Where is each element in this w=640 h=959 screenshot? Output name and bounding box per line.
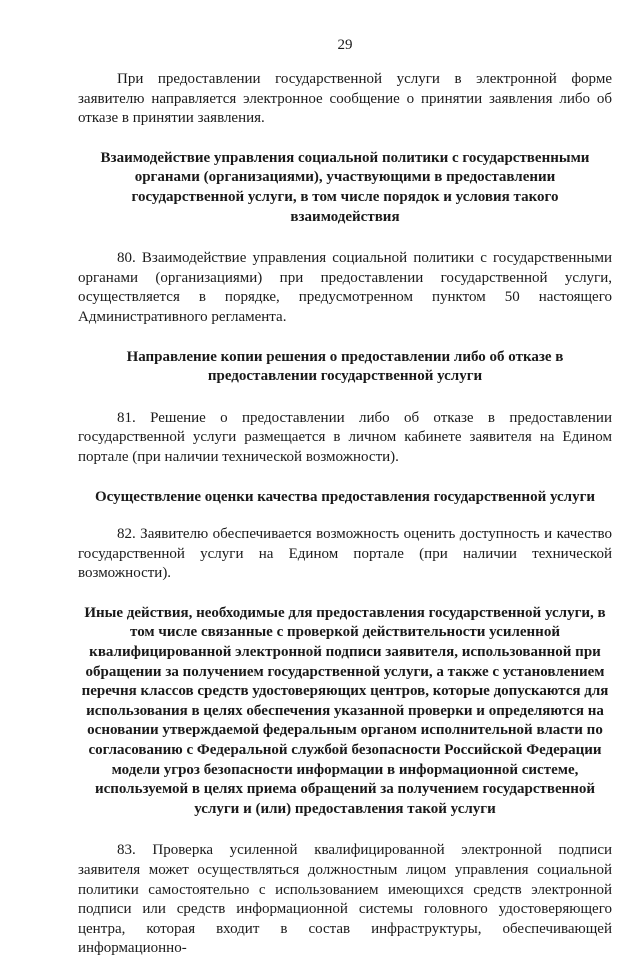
spacer (78, 328, 612, 348)
heading-decision-copy: Направление копии решения о предоставлении либо об отказе в предоставлении государственной услуги (126, 348, 564, 385)
heading-interaction: Взаимодействие управления социальной политики с государственными органами (организациями), участвующими в предоставлении государственной услуги, в том числе порядок и условия такого взаимодействия (100, 149, 590, 225)
spacer (78, 129, 612, 149)
paragraph-electronic-notice: При предоставлении государственной услуги в электронной форме заявителю направляется электронное сообщение о принятии заявления либо об отказе в принятии заявления. (78, 71, 612, 127)
page-content (78, 70, 612, 959)
spacer (78, 507, 612, 525)
page-number: 29 (337, 37, 353, 53)
heading-quality-assessment: Осуществление оценки качества предоставления государственной услуги (94, 488, 596, 505)
spacer (78, 819, 612, 841)
heading-other-actions: Иные действия, необходимые для предоставления государственной услуги, в том числе связанные с проверкой действительности усиленной квалифицированной электронной подписи заявителя, использованной при обращении за получением государственной услуги, а также с установлением перечня классов средств удостоверяющих центров, которые допускаются для использования в целях обеспечения указанной проверки и определяются на основании утверждаемой федеральным органом исполнительной власти по согласованию с Федеральной службой безопасности Российской Федерации модели угроз безопасности информации в информационной системе, используемой в целях приема обращений за получением государственной услуги и (или) предоставления такой услуги (81, 604, 609, 817)
paragraph-82: 82. Заявителю обеспечивается возможность оценить доступность и качество государственной услуги на Едином портале (при наличии технической возможности). (78, 526, 612, 582)
spacer (78, 468, 612, 488)
spacer (78, 227, 612, 249)
spacer (78, 584, 612, 604)
paragraph-80: 80. Взаимодействие управления социальной политики с государственными органами (организациями) при предоставлении государственной услуги, осуществляется в порядке, предусмотренном пунктом 50 настоящего Административного регламента. (78, 250, 612, 325)
paragraph-81: 81. Решение о предоставлении либо об отказе в предоставлении государственной услуги размещается в личном кабинете заявителя на Едином портале (при наличии технической возможности). (78, 409, 612, 465)
paragraph-83: 83. Проверка усиленной квалифицированной электронной подписи заявителя может осуществляться должностным лицом управления социальной политики самостоятельно с использованием имеющихся средств электронной подписи или средств информационной системы головного удостоверяющего центра, которая входит в состав инфраструктуры, обеспечивающей информационно- (78, 842, 612, 957)
spacer (78, 387, 612, 409)
